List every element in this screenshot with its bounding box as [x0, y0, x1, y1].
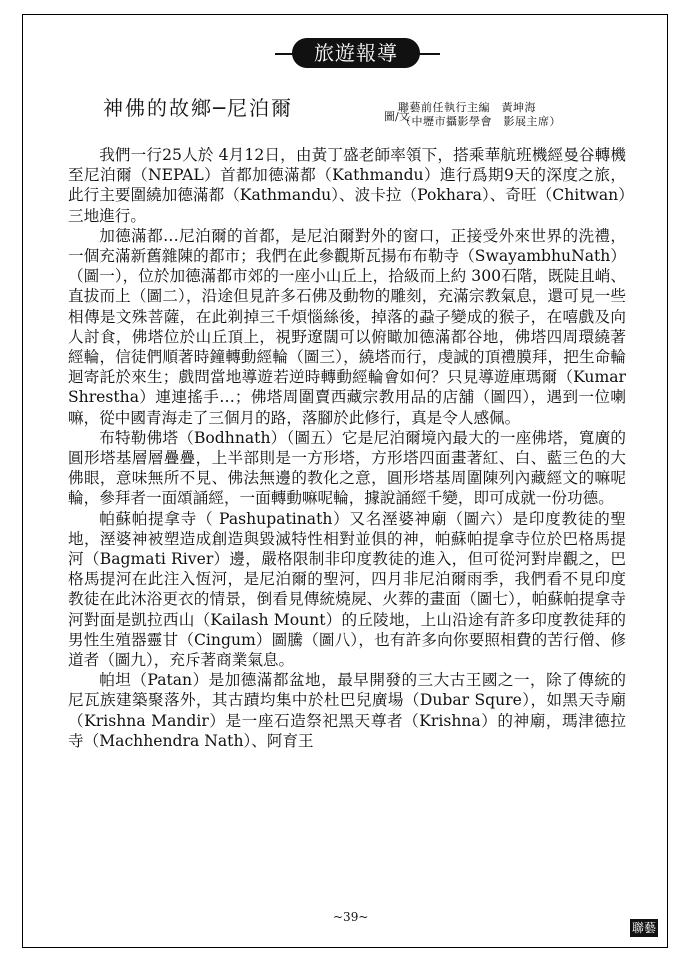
paragraph: 布特勒佛塔（Bodhnath）（圖五）它是尼泊爾境內最大的一座佛塔，寬廣的圓形塔基層層疊疊，上半部則是一方形塔，方形塔四面畫著紅、白、藍三色的大佛眼，意味無所不見、佛法無邊的教化之意，圓形塔基周圍陳列內藏經文的嘛呢輪，參拜者一面頌誦經，一面轉動嘛呢輪，據說誦經千變，即可成就一份功德。 — [68, 428, 626, 508]
credit-affiliation: （中壢市攝影學會 影展主席） — [400, 115, 561, 128]
credit-prefix: 圖/文 — [384, 110, 410, 123]
section-banner: 旅遊報導 — [292, 38, 420, 68]
banner-rule-right — [418, 53, 440, 55]
credit-author: 聯藝前任執行主編 黃坤海 — [398, 101, 536, 114]
paragraph: 帕坦（Patan）是加德滿都盆地，最早開發的三大古王國之一，除了傳統的尼瓦族建築聚落外，其古蹟均集中於杜巴兒廣場（Dubar Squre），如黑天寺廟（Krishna Mandir）是一座石造祭祀黑天尊者（Krishna）的神廟，瑪津德拉寺（Machhendra Nath）、阿育王 — [68, 671, 626, 750]
paragraph: 加德滿都…尼泊爾的首都，是尼泊爾對外的窗口，正接受外來世界的洗禮，一個充滿新舊雜陳的都市；我們在此參觀斯瓦揚布布勒寺（SwayambhuNath）（圖一），位於加德滿都市郊的一座小山丘上，拾級而上約 300石階，既陡且峭、直拔而上（圖二），沿途但見許多石佛及動物的雕刻，充滿宗教氣息，還可見一些相傳是文殊菩薩，在此剃掉三千煩惱絲後，掉落的蝨子變成的猴子，在嘻戲及向人討食，佛塔位於山丘頂上，視野遼闊可以俯瞰加德滿都谷地，佛塔四周環繞著經輪，信徒們順著時鐘轉動經輪（圖三），繞塔而行，虔誠的頂禮膜拜，把生命輪迴寄託於來生；戲問當地導遊若逆時轉動經輪會如何？只見導遊庫瑪爾（Kumar Shrestha）連連搖手…；佛塔周圍賣西藏宗教用品的店舖（圖四），遇到一位喇嘛，從中國青海走了三個月的路，落腳於此修行，真是令人感佩。 — [68, 226, 626, 427]
corner-logo: 聯藝 — [631, 921, 656, 935]
page-number: ~39~ — [333, 910, 369, 924]
article-title: 神佛的故鄉─尼泊爾 — [103, 96, 294, 120]
article-body — [68, 145, 626, 751]
paragraph: 帕蘇帕提拿寺（ Pashupatinath）又名溼婆神廟（圖六）是印度教徒的聖地，溼婆神被塑造成創造與毀滅特性相對並俱的神，帕蘇帕提拿寺位於巴格馬提河（Bagmati River）邊，嚴格限制非印度教徒的進入，但可從河對岸觀之，巴格馬提河在此注入恆河，是尼泊爾的聖河，四月非尼泊爾雨季，我們看不見印度教徒在此沐浴更衣的情景，倒看見傳統燒屍、火葬的畫面（圖七），帕蘇帕提拿寺河對面是凱拉西山（Kailash Mount）的丘陵地，上山沿途有許多印度教徒拜的男性生殖器靈甘（Cingum）圖騰（圖八），也有許多向你要照相費的苦行僧、修道者（圖九），充斥著商業氣息。 — [68, 509, 626, 670]
paragraph: 我們一行25人於 4月12日，由黃丁盛老師率領下，搭乘華航班機經曼谷轉機至尼泊爾（NEPAL）首都加德滿都（Kathmandu）進行爲期9天的深度之旅，此行主要圍繞加德滿都（Kathmandu）、波卡拉（Pokhara）、奇旺（Chitwan）三地進行。 — [68, 146, 626, 225]
